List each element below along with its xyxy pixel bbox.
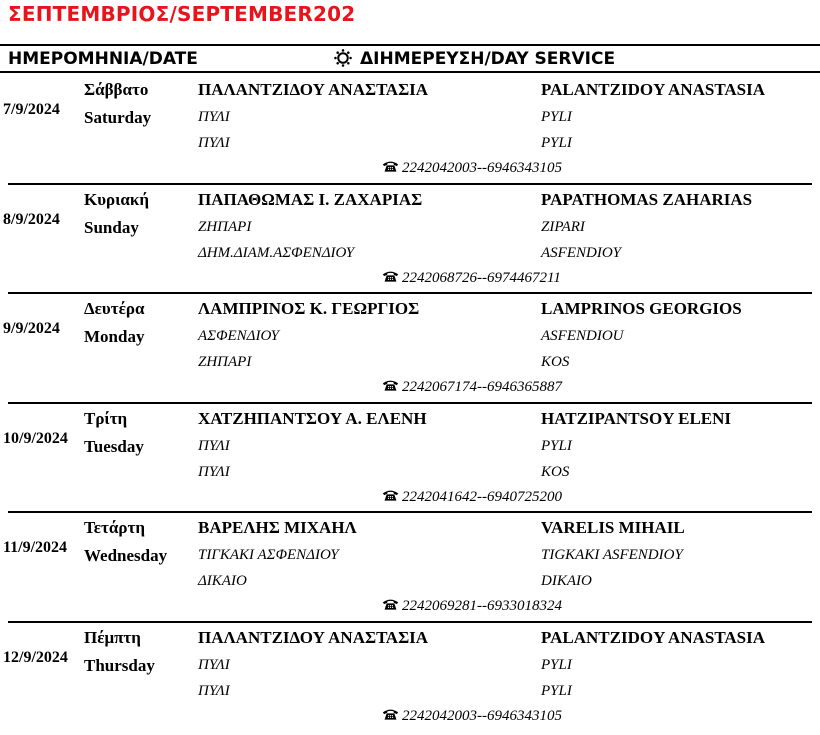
location-line2-english: KOS xyxy=(541,354,570,370)
phone-numbers xyxy=(382,489,562,506)
duty-day-row xyxy=(0,406,820,516)
pharmacist-name-english: PAPATHOMAS ZAHARIAS xyxy=(541,190,753,209)
pharmacist-name-greek: ΛΑΜΠΡΙΝΟΣ Κ. ΓΕΩΡΓΙΟΣ xyxy=(198,299,420,318)
service-column-label: ΔΙΗΜΕΡΕΥΣΗ/DAY SERVICE xyxy=(360,49,616,69)
row-divider xyxy=(8,621,812,623)
row-divider xyxy=(8,511,812,513)
location-line1-english: PYLI xyxy=(541,109,572,125)
location-line1-greek: ΠΥΛΙ xyxy=(198,438,230,454)
phone-text: 2242042003--6946343105 xyxy=(402,708,562,724)
telephone-icon xyxy=(382,489,399,502)
pharmacist-name-greek: ΠΑΛΑΝΤΖΙΔΟΥ ΑΝΑΣΤΑΣΙΑ xyxy=(198,628,429,647)
phone-numbers xyxy=(382,160,562,177)
duty-date: 11/9/2024 xyxy=(3,539,68,556)
location-line1-greek: ΠΥΛΙ xyxy=(198,657,230,673)
location-line2-greek: ΔΗΜ.ΔΙΑΜ.ΑΣΦΕΝΔΙΟΥ xyxy=(198,245,355,261)
location-line2-english: PYLI xyxy=(541,683,572,699)
duty-date: 7/9/2024 xyxy=(3,101,60,118)
duty-date: 12/9/2024 xyxy=(3,649,68,666)
phone-text: 2242041642--6940725200 xyxy=(402,489,562,505)
weekday-greek: Πέμπτη xyxy=(84,628,141,647)
location-line1-english: TIGKAKI ASFENDIOY xyxy=(541,547,683,563)
duty-date: 9/9/2024 xyxy=(3,320,60,337)
duty-day-row xyxy=(0,625,820,735)
duty-day-row xyxy=(0,187,820,297)
row-divider xyxy=(8,183,812,185)
phone-text: 2242042003--6946343105 xyxy=(402,160,562,176)
phone-numbers xyxy=(382,598,562,615)
telephone-icon xyxy=(382,270,399,283)
location-line2-greek: ΠΥΛΙ xyxy=(198,683,230,699)
phone-text: 2242067174--6946365887 xyxy=(402,379,562,395)
pharmacist-name-english: LAMPRINOS GEORGIOS xyxy=(541,299,742,318)
page-title: ΣΕΠΤΕΜΒΡΙΟΣ/SEPTEMBER202 xyxy=(8,2,356,26)
weekday-english: Monday xyxy=(84,327,145,346)
location-line2-english: PYLI xyxy=(541,135,572,151)
weekday-english: Sunday xyxy=(84,218,139,237)
location-line2-english: KOS xyxy=(541,464,570,480)
location-line2-greek: ΠΥΛΙ xyxy=(198,135,230,151)
phone-numbers xyxy=(382,379,562,396)
weekday-greek: Σάββατο xyxy=(84,80,149,99)
weekday-english: Tuesday xyxy=(84,437,144,456)
weekday-greek: Δευτέρα xyxy=(84,299,145,318)
telephone-icon xyxy=(382,708,399,721)
pharmacist-name-greek: ΧΑΤΖΗΠΑΝΤΣΟΥ Α. ΕΛΕΝΗ xyxy=(198,409,427,428)
location-line1-english: ZIPARI xyxy=(541,219,585,235)
location-line1-greek: ΠΥΛΙ xyxy=(198,109,230,125)
service-column-header xyxy=(334,49,615,69)
weekday-english: Saturday xyxy=(84,108,152,127)
phone-text: 2242068726--6974467211 xyxy=(402,270,561,286)
location-line2-greek: ΖΗΠΑΡΙ xyxy=(198,354,252,370)
location-line1-greek: ΑΣΦΕΝΔΙΟΥ xyxy=(198,328,280,344)
pharmacist-name-english: PALANTZIDOY ANASTASIA xyxy=(541,80,766,99)
location-line1-english: PYLI xyxy=(541,657,572,673)
duty-date: 10/9/2024 xyxy=(3,430,68,447)
location-line1-english: ASFENDIOU xyxy=(541,328,624,344)
phone-numbers xyxy=(382,708,562,725)
location-line1-greek: ΖΗΠΑΡΙ xyxy=(198,219,252,235)
row-divider xyxy=(8,292,812,294)
phone-text: 2242069281--6933018324 xyxy=(402,598,562,614)
weekday-english: Wednesday xyxy=(84,546,168,565)
weekday-english: Thursday xyxy=(84,656,155,675)
duty-day-row xyxy=(0,515,820,625)
pharmacist-name-greek: ΒΑΡΕΛΗΣ ΜΙΧΑΗΛ xyxy=(198,518,357,537)
location-line1-english: PYLI xyxy=(541,438,572,454)
pharmacist-name-greek: ΠΑΠΑΘΩΜΑΣ Ι. ΖΑΧΑΡΙΑΣ xyxy=(198,190,423,209)
row-divider xyxy=(8,402,812,404)
telephone-icon xyxy=(382,160,399,173)
duty-date: 8/9/2024 xyxy=(3,211,60,228)
table-header xyxy=(0,44,820,73)
pharmacist-name-english: HATZIPANTSOY ELENI xyxy=(541,409,732,428)
weekday-greek: Κυριακή xyxy=(84,190,149,209)
telephone-icon xyxy=(382,379,399,392)
location-line2-greek: ΠΥΛΙ xyxy=(198,464,230,480)
pharmacist-name-english: PALANTZIDOY ANASTASIA xyxy=(541,628,766,647)
location-line2-english: ASFENDIOY xyxy=(541,245,621,261)
duty-day-row xyxy=(0,296,820,406)
location-line2-greek: ΔΙΚΑΙΟ xyxy=(198,573,247,589)
location-line1-greek: ΤΙΓΚΑΚΙ ΑΣΦΕΝΔΙΟΥ xyxy=(198,547,339,563)
pharmacist-name-english: VARELIS MIHAIL xyxy=(541,518,685,537)
weekday-greek: Τρίτη xyxy=(84,409,128,428)
telephone-icon xyxy=(382,598,399,611)
duty-day-row xyxy=(0,77,820,187)
phone-numbers xyxy=(382,270,561,287)
date-column-header: ΗΜΕΡΟΜΗΝΙΑ/DATE xyxy=(8,49,198,69)
weekday-greek: Τετάρτη xyxy=(84,518,145,537)
sun-icon xyxy=(334,49,352,67)
pharmacist-name-greek: ΠΑΛΑΝΤΖΙΔΟΥ ΑΝΑΣΤΑΣΙΑ xyxy=(198,80,429,99)
location-line2-english: DIKAIO xyxy=(541,573,592,589)
